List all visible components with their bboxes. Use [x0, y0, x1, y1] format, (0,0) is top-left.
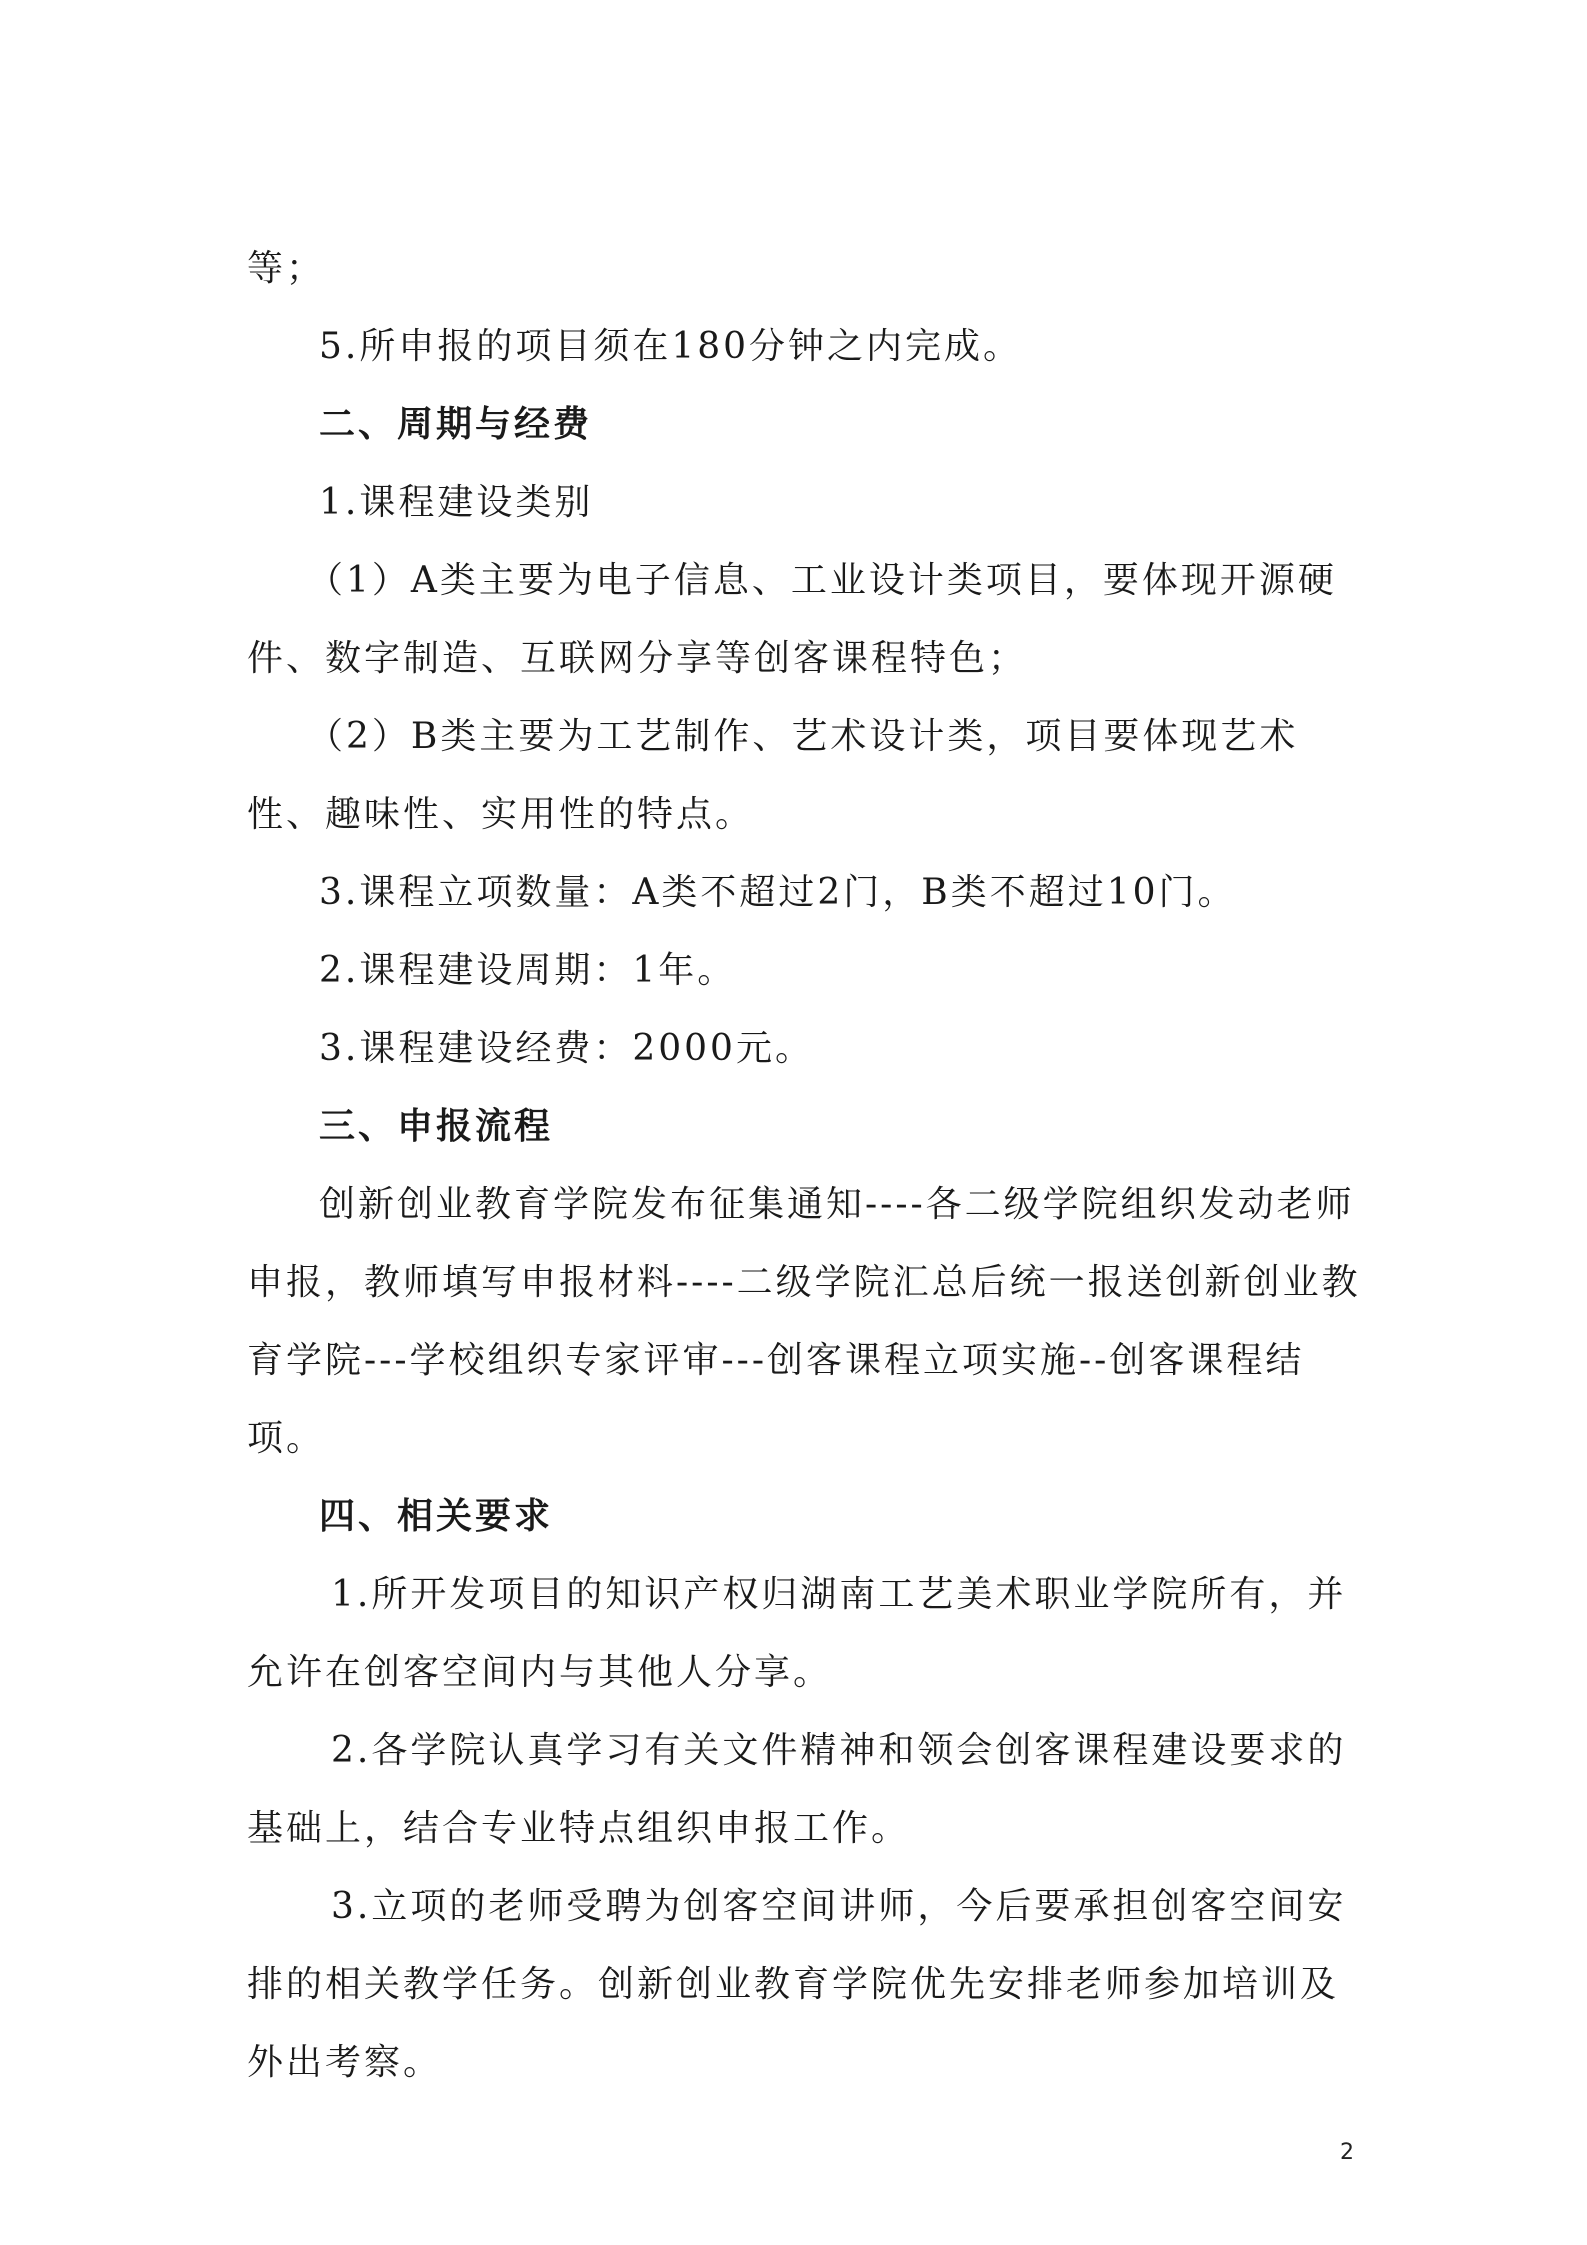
paragraph-continuation: 等；	[247, 248, 326, 289]
paragraph-course-period: 2.课程建设周期：1年。	[319, 950, 737, 991]
page-number: 2	[1340, 2140, 1354, 2165]
section-heading-4: 四、相关要求	[319, 1496, 554, 1537]
paragraph-requirement-2: 2.各学院认真学习有关文件精神和领会创客课程建设要求的基础上，结合专业特点组织申报工作。	[247, 1730, 1347, 1849]
section-heading-3: 三、申报流程	[319, 1106, 554, 1147]
paragraph-category-a: （1）A类主要为电子信息、工业设计类项目，要体现开源硬件、数字制造、互联网分享等创客课程特色；	[247, 560, 1337, 679]
paragraph-course-quantity: 3.课程立项数量：A类不超过2门，B类不超过10门。	[319, 872, 1237, 913]
paragraph-course-category: 1.课程建设类别	[319, 482, 594, 523]
paragraph-category-b: （2）B类主要为工艺制作、艺术设计类，项目要体现艺术性、趣味性、实用性的特点。	[247, 716, 1299, 835]
paragraph-item-5: 5.所申报的项目须在180分钟之内完成。	[319, 326, 1023, 367]
document-body	[247, 230, 1362, 2102]
section-heading-2: 二、周期与经费	[319, 404, 593, 445]
paragraph-requirement-1: 1.所开发项目的知识产权归湖南工艺美术职业学院所有，并允许在创客空间内与其他人分享。	[247, 1574, 1347, 1693]
paragraph-course-funding: 3.课程建设经费：2000元。	[319, 1028, 814, 1069]
paragraph-application-process: 创新创业教育学院发布征集通知----各二级学院组织发动老师申报，教师填写申报材料----二级学院汇总后统一报送创新创业教育学院---学校组织专家评审---创客课程立项实施--创客课程结项。	[247, 1184, 1361, 1459]
paragraph-requirement-3: 3.立项的老师受聘为创客空间讲师，今后要承担创客空间安排的相关教学任务。创新创业教育学院优先安排老师参加培训及外出考察。	[247, 1886, 1347, 2083]
